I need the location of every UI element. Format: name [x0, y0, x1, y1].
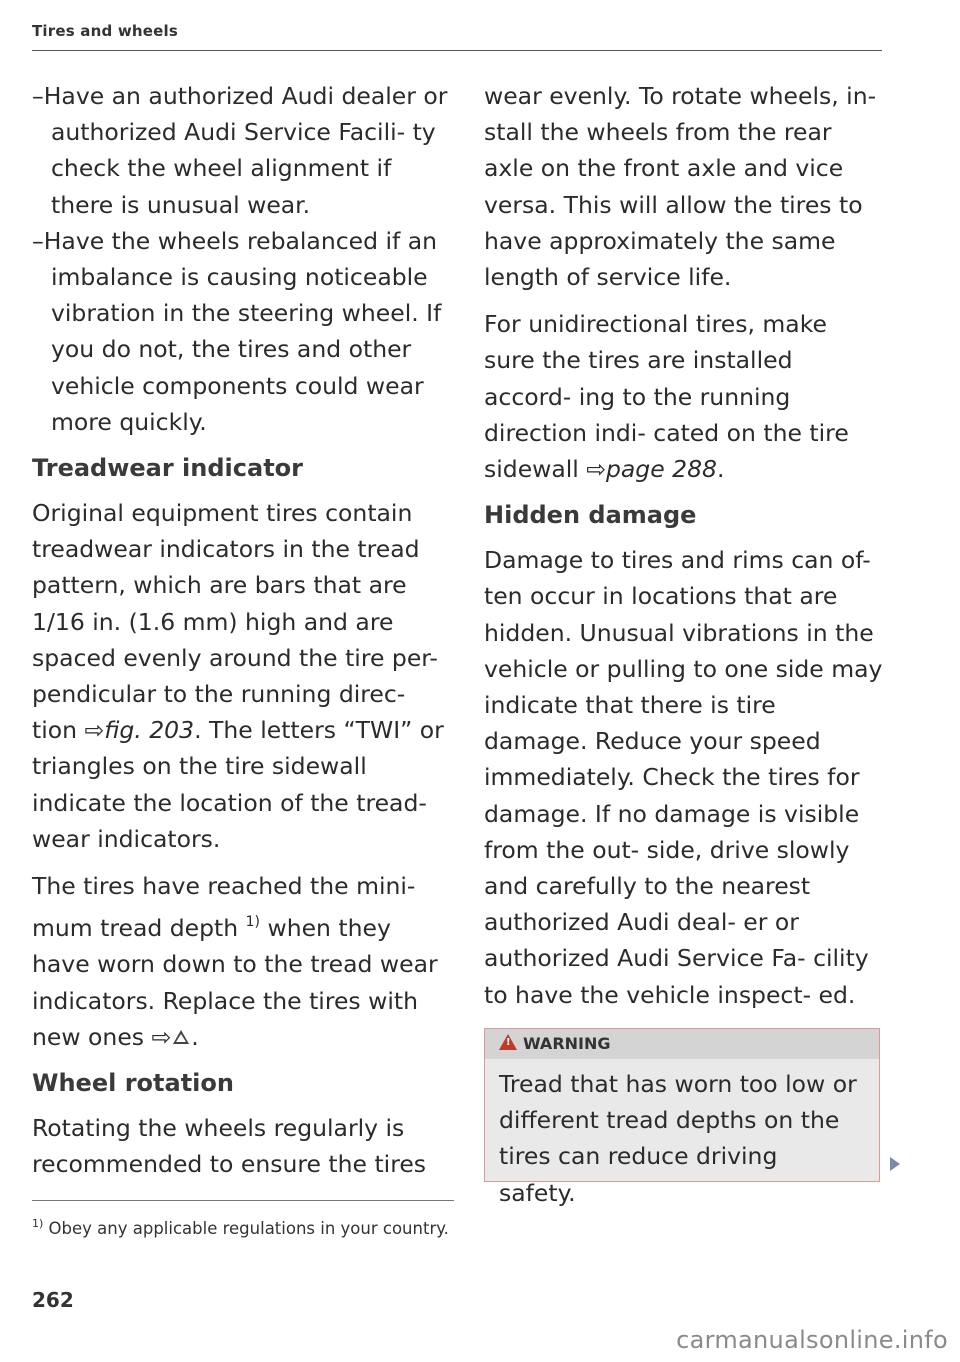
footnote-number: 1): [32, 1217, 44, 1230]
warning-text: Tread that has worn too low or different tread depths on the tires can reduce driving safety.: [499, 1070, 857, 1207]
warning-box: [484, 1028, 880, 1207]
treadwear-paragraph-2: The tires have reached the mini- mum tread depth $^{1)}$ when they have worn down to the tread wear indicators. Replace the tires with new ones ⇨ .: [32, 872, 438, 1051]
left-column: [32, 78, 452, 1182]
wheel-rotation-heading: Wheel rotation: [32, 1069, 234, 1098]
footnote-divider: [32, 1200, 454, 1201]
page-number: 262: [32, 1288, 74, 1312]
figure-link[interactable]: ⇨fig. 203: [84, 716, 195, 745]
hidden-damage-heading: Hidden damage: [484, 501, 697, 530]
treadwear-heading: Treadwear indicator: [32, 454, 303, 483]
bullet-wheel-alignment: –Have an authorized Audi dealer or authorized Audi Service Facili- ty check the wheel alignment if there is unusual wear.: [32, 82, 448, 219]
right-column: [484, 78, 884, 1013]
site-watermark: carmanualsonline.info: [676, 1326, 948, 1354]
bullet-wheel-balancing: –Have the wheels rebalanced if an imbalance is causing noticeable vibration in the steering wheel. If you do not, the tires and other vehicle components could wear more quickly.: [32, 226, 442, 436]
warning-triangle-icon: [173, 1030, 189, 1044]
warning-link[interactable]: ⇨: [152, 1023, 192, 1051]
warning-triangle-icon: [499, 1034, 517, 1050]
footnote-marker: 1): [245, 914, 260, 931]
header-divider: [32, 50, 882, 51]
hidden-damage-paragraph: Damage to tires and rims can of- ten occur in locations that are hidden. Unusual vibrations in the vehicle or pulling to one side may indicate that there is tire damage. Reduce your speed immediately. Check the tires for damage. If no damage is visible from the out- side, drive slowly and carefully to the nearest authorized Audi deal- er or authorized Audi Service Fa- cility to have the vehicle inspect- ed.: [484, 546, 883, 1009]
footnote: [32, 1210, 472, 1243]
wheel-rotation-paragraph: Rotating the wheels regularly is recommended to ensure the tires: [32, 1114, 427, 1179]
warning-title-bar: [485, 1029, 879, 1059]
wheel-rotation-paragraph-cont: wear evenly. To rotate wheels, in- stall the wheels from the rear axle on the front axle and vice versa. This will allow the tires to have approximately the same length of service life.: [484, 82, 877, 292]
unidirectional-paragraph: For unidirectional tires, make sure the tires are installed accord- ing to the running direction indi- cated on the tire sidewall ⇨page 288.: [484, 310, 849, 484]
continue-arrow-icon: [890, 1157, 900, 1171]
warning-title: WARNING: [523, 1034, 611, 1053]
footnote-text: Obey any applicable regulations in your country.: [48, 1219, 449, 1238]
section-header: Tires and wheels: [32, 22, 179, 40]
page-link[interactable]: ⇨page 288: [586, 455, 718, 484]
treadwear-paragraph-1: Original equipment tires contain treadwear indicators in the tread pattern, which are bars that are 1/16 in. (1.6 mm) high and are spaced evenly around the tire per- pendicular to the running direc- tion ⇨fig. 203. The letters “TWI” or triangles on the tire sidewall indicate the location of the tread- wear indicators.: [32, 499, 444, 853]
